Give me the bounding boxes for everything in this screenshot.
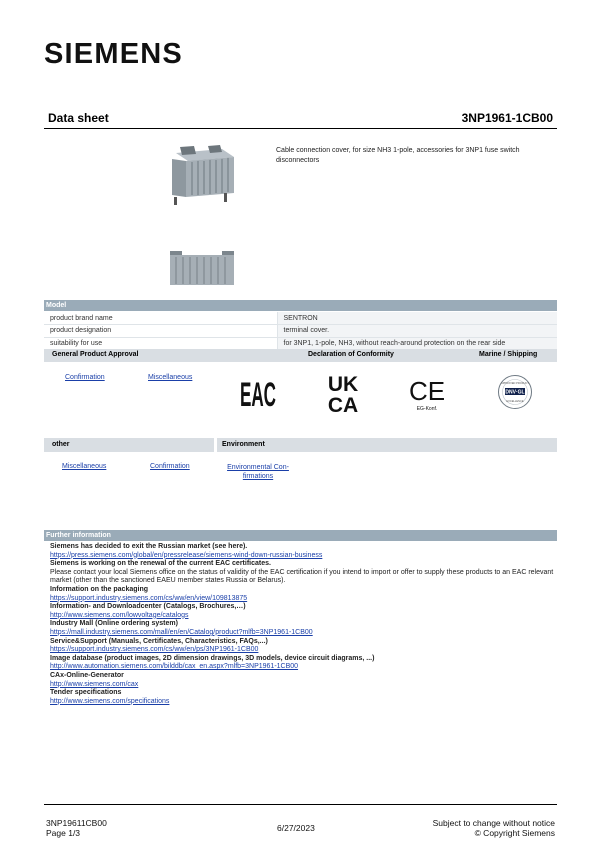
table-row: [44, 337, 557, 350]
siemens-logo: SIEMENS: [44, 38, 183, 70]
dnv-gl-mark-icon: [497, 374, 533, 410]
info-link[interactable]: http://www.siemens.com/specifications: [50, 697, 170, 705]
ukca-mark-icon: [323, 372, 365, 417]
row-value: SENTRON: [277, 312, 557, 325]
further-info-list: [50, 543, 555, 706]
model-section-bar: Model: [44, 300, 557, 311]
footer-divider: [44, 804, 557, 805]
ce-mark-icon: [410, 376, 446, 412]
env-link-line2: firmations: [242, 473, 274, 480]
info-heading: CAx-Online-Generator: [50, 671, 124, 679]
footer-right: [433, 818, 555, 838]
further-info-section-bar: Further information: [44, 530, 557, 541]
product-id: 3NP1961-1CB00: [461, 111, 553, 125]
other-miscellaneous-link[interactable]: Miscellaneous: [62, 463, 107, 470]
ce-caption: EG-Konf.: [416, 406, 438, 412]
info-link[interactable]: http://www.siemens.com/lowvoltage/catalogs: [50, 611, 189, 619]
info-heading: Tender specifications: [50, 689, 122, 697]
info-link[interactable]: https://press.siemens.com/global/en/pressrelease/siemens-wind-down-russian-business: [50, 551, 323, 559]
dnv-mid-text: DNV·GL: [505, 389, 525, 396]
table-row: [44, 312, 557, 325]
info-link[interactable]: https://mall.industry.siemens.com/mall/en/en/Catalog/product?mlfb=3NP1961-1CB00: [50, 628, 313, 636]
product-image-side: [168, 249, 236, 289]
confirmation-link[interactable]: Confirmation: [65, 374, 105, 381]
table-row: [44, 325, 557, 338]
ukca-mark-top: UK: [327, 373, 359, 396]
miscellaneous-link[interactable]: Miscellaneous: [148, 374, 193, 381]
eac-mark-text: EAC: [240, 376, 276, 414]
info-link[interactable]: http://www.automation.siemens.com/bilddb/cax_en.aspx?mlfb=3NP1961-1CB00: [50, 663, 299, 671]
footer-left: [46, 818, 107, 838]
other-environment-header: [44, 438, 557, 452]
other-confirmation-link[interactable]: Confirmation: [150, 463, 190, 470]
row-value: terminal cover.: [277, 325, 557, 338]
product-description: Cable connection cover, for size NH3 1-pole, accessories for 3NP1 fuse switch disconnectors: [276, 147, 520, 164]
env-link-line1: Environmental Con-: [227, 464, 289, 471]
info-heading: Information on the packaging: [50, 585, 149, 593]
row-value: for 3NP1, 1-pole, NH3, without reach-around protection on the rear side: [277, 337, 557, 350]
ukca-mark-bottom: CA: [327, 394, 359, 417]
footer-page-number: Page 1/3: [46, 828, 81, 838]
info-heading: Siemens is working on the renewal of the current EAC certificates.: [50, 560, 271, 568]
dnv-bottom-text: EXCELLENCE: [506, 400, 524, 403]
footer-product: 3NP19611CB00: [46, 818, 107, 828]
header-environment: Environment: [222, 441, 265, 448]
row-key: product designation: [44, 325, 277, 338]
info-link[interactable]: https://support.industry.siemens.com/cs/ww/en/view/109813875: [50, 594, 248, 602]
environmental-confirmations-link[interactable]: [222, 463, 294, 481]
info-heading: Image database (product images, 2D dimension drawings, 3D models, device circuit diagrams, ...): [50, 654, 375, 662]
header-marine-shipping: Marine / Shipping: [479, 351, 538, 358]
header-general-approval: General Product Approval: [52, 351, 139, 358]
dnv-top-text: APPROVED PRODUCT: [501, 382, 529, 385]
eac-mark-icon: [239, 375, 277, 414]
info-heading: Service&Support (Manuals, Certificates, Characteristics, FAQs,...): [50, 637, 268, 645]
title-divider: [44, 128, 557, 129]
info-heading: Siemens has decided to exit the Russian market (see here).: [50, 543, 248, 550]
header-other: other: [52, 441, 70, 448]
model-table: [44, 312, 557, 350]
footer-copyright: © Copyright Siemens: [474, 828, 555, 838]
product-image-perspective: [162, 145, 238, 211]
header-declaration-conformity: Declaration of Conformity: [308, 351, 394, 358]
approval-header: [44, 349, 557, 362]
info-heading: Information- and Downloadcenter (Catalogs, Brochures,…): [50, 603, 246, 611]
info-heading: Industry Mall (Online ordering system): [50, 620, 178, 628]
datasheet-title-row: [44, 111, 557, 129]
row-key: product brand name: [44, 312, 277, 325]
footer-notice: Subject to change without notice: [432, 818, 555, 828]
ce-mark-text: CE: [408, 376, 446, 406]
row-key: suitability for use: [44, 337, 277, 350]
page-title: Data sheet: [48, 111, 109, 125]
info-link[interactable]: https://support.industry.siemens.com/cs/ww/en/ps/3NP1961-1CB00: [50, 646, 259, 654]
footer-date: 6/27/2023: [277, 823, 315, 833]
info-text: Please contact your local Siemens office on the status of validity of the EAC certification if you intend to import or offer to supply these products to an EAC relevant market (other than the sanctioned EAEU member states Russia or Belarus).: [50, 568, 554, 585]
info-link[interactable]: http://www.siemens.com/cax: [50, 680, 139, 688]
header-divider: [214, 438, 217, 452]
